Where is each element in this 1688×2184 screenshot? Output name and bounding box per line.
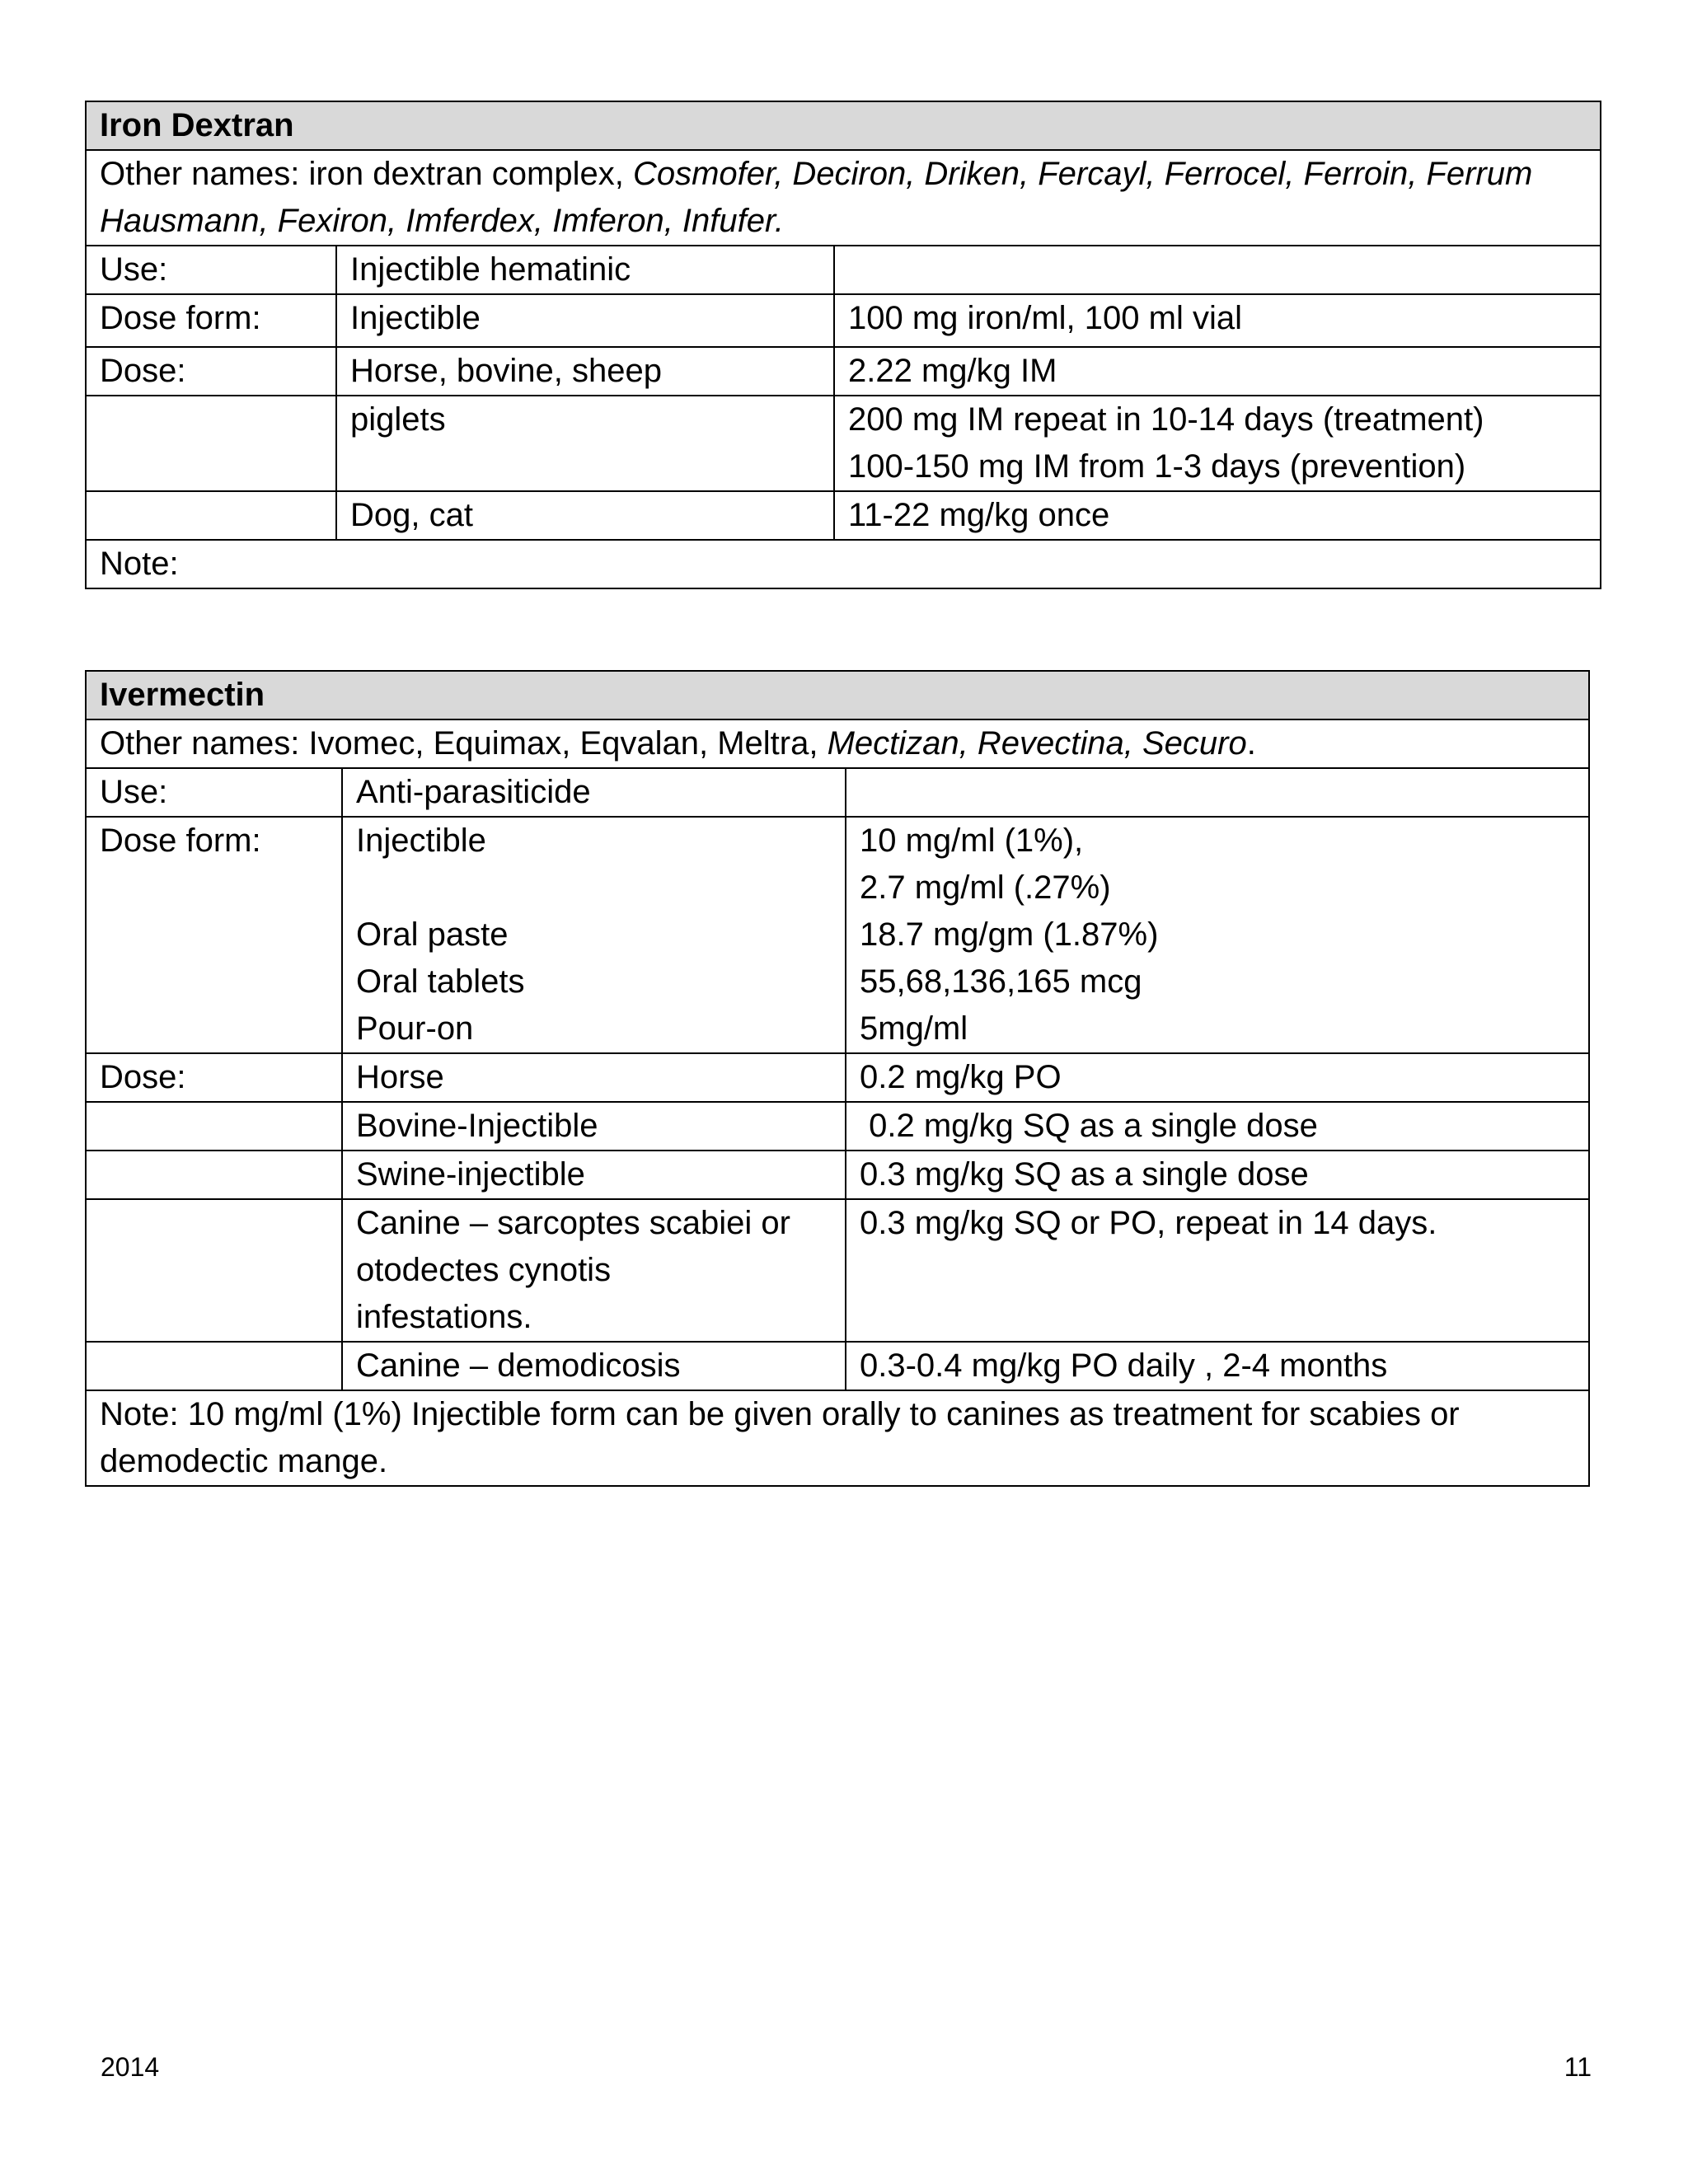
dose-label: Dose: [86, 347, 336, 396]
empty-cell [86, 491, 336, 540]
other-names-cell [86, 719, 1589, 768]
dose-form-detail: 55,68,136,165 mcg [860, 963, 1142, 1000]
use-row [86, 768, 1589, 817]
dose-form-item: Injectible [356, 823, 486, 859]
dose-label: Dose: [86, 1053, 342, 1102]
dose-amount: 0.3 mg/kg SQ or PO, repeat in 14 days. [846, 1199, 1589, 1342]
footer-year: 2014 [101, 2052, 160, 2082]
dose-species: Horse, bovine, sheep [336, 347, 834, 396]
iron-dextran-table [85, 101, 1601, 589]
dose-form-detail: 2.7 mg/ml (.27%) [860, 869, 1111, 906]
other-names-row [86, 150, 1601, 246]
empty-cell [86, 1102, 342, 1151]
other-names-plain: iron dextran complex, [308, 156, 633, 192]
note-row [86, 540, 1601, 588]
other-names-brands: Cosmofer, Deciron, Driken, Fercayl, Ferrocel, Ferroin, Ferrum Hausmann, Fexiron, Imferdex, Imferon, Infufer. [100, 156, 1533, 239]
dose-species: Dog, cat [336, 491, 834, 540]
drug-title: Iron Dextran [86, 101, 1601, 150]
table-header-row [86, 671, 1589, 719]
dose-species: piglets [336, 396, 834, 491]
note-line: demodectic mange. [100, 1443, 388, 1479]
species-line: infestations. [356, 1299, 532, 1335]
dose-amount [834, 396, 1601, 491]
ivermectin-table [85, 670, 1590, 1487]
use-row [86, 246, 1601, 294]
dose-amount: 11-22 mg/kg once [834, 491, 1601, 540]
other-names-plain: Other names: Ivomec, Equimax, Eqvalan, Meltra, [100, 725, 828, 762]
dose-form-item: Oral paste [356, 916, 509, 953]
dose-form-list [342, 817, 846, 1053]
dose-row [86, 1053, 1589, 1102]
dose-row [86, 396, 1601, 491]
dose-row [86, 1151, 1589, 1199]
empty-cell [86, 1199, 342, 1342]
note-cell [86, 1390, 1589, 1486]
dose-amount: 0.2 mg/kg PO [846, 1053, 1589, 1102]
dose-form-label: Dose form: [86, 294, 336, 347]
other-names-cell [86, 150, 1601, 246]
dose-form-item: Pour-on [356, 1010, 474, 1047]
table-header-row [86, 101, 1601, 150]
dose-species: Horse [342, 1053, 846, 1102]
use-value: Anti-parasiticide [342, 768, 846, 817]
other-names-end: . [1246, 725, 1256, 762]
use-label: Use: [86, 246, 336, 294]
other-names-row [86, 719, 1589, 768]
empty-cell [86, 396, 336, 491]
use-value: Injectible hematinic [336, 246, 834, 294]
dose-row [86, 1199, 1589, 1342]
dose-row [86, 1102, 1589, 1151]
dose-row [86, 1342, 1589, 1390]
dose-amount: 0.3 mg/kg SQ as a single dose [846, 1151, 1589, 1199]
dose-line: 200 mg IM repeat in 10-14 days (treatment) [848, 401, 1484, 438]
drug-title: Ivermectin [86, 671, 1589, 719]
dose-form-row [86, 294, 1601, 347]
note-line: Note: 10 mg/ml (1%) Injectible form can be given orally to canines as treatment for scabies or [100, 1396, 1460, 1432]
dose-amount: 2.22 mg/kg IM [834, 347, 1601, 396]
other-names-brands: Mectizan, Revectina, Securo [827, 725, 1247, 762]
dose-row [86, 347, 1601, 396]
dose-species: Canine – demodicosis [342, 1342, 846, 1390]
dose-species [342, 1199, 846, 1342]
dose-form-detail: 100 mg iron/ml, 100 ml vial [834, 294, 1601, 347]
other-names-label: Other names: [100, 156, 309, 192]
dose-species: Bovine-Injectible [342, 1102, 846, 1151]
dose-form-details [846, 817, 1589, 1053]
dose-form-label: Dose form: [86, 817, 342, 1053]
dose-amount: 0.3-0.4 mg/kg PO daily , 2-4 months [846, 1342, 1589, 1390]
species-line: otodectes cynotis [356, 1252, 612, 1288]
dose-line: 100-150 mg IM from 1-3 days (prevention) [848, 448, 1466, 485]
note-cell: Note: [86, 540, 1601, 588]
dose-form-detail: 18.7 mg/gm (1.87%) [860, 916, 1159, 953]
empty-cell [86, 1342, 342, 1390]
page-number: 11 [1564, 2052, 1592, 2082]
dose-form-item: Oral tablets [356, 963, 525, 1000]
dose-amount: 0.2 mg/kg SQ as a single dose [846, 1102, 1589, 1151]
dose-row [86, 491, 1601, 540]
use-label: Use: [86, 768, 342, 817]
species-line: Canine – sarcoptes scabiei or [356, 1205, 790, 1241]
empty-cell [86, 1151, 342, 1199]
note-row [86, 1390, 1589, 1486]
dose-form-row [86, 817, 1589, 1053]
dose-form-value: Injectible [336, 294, 834, 347]
dose-form-item [356, 865, 832, 912]
empty-cell [846, 768, 1589, 817]
dose-species: Swine-injectible [342, 1151, 846, 1199]
dose-form-detail: 10 mg/ml (1%), [860, 823, 1084, 859]
empty-cell [834, 246, 1601, 294]
dose-form-detail: 5mg/ml [860, 1010, 968, 1047]
